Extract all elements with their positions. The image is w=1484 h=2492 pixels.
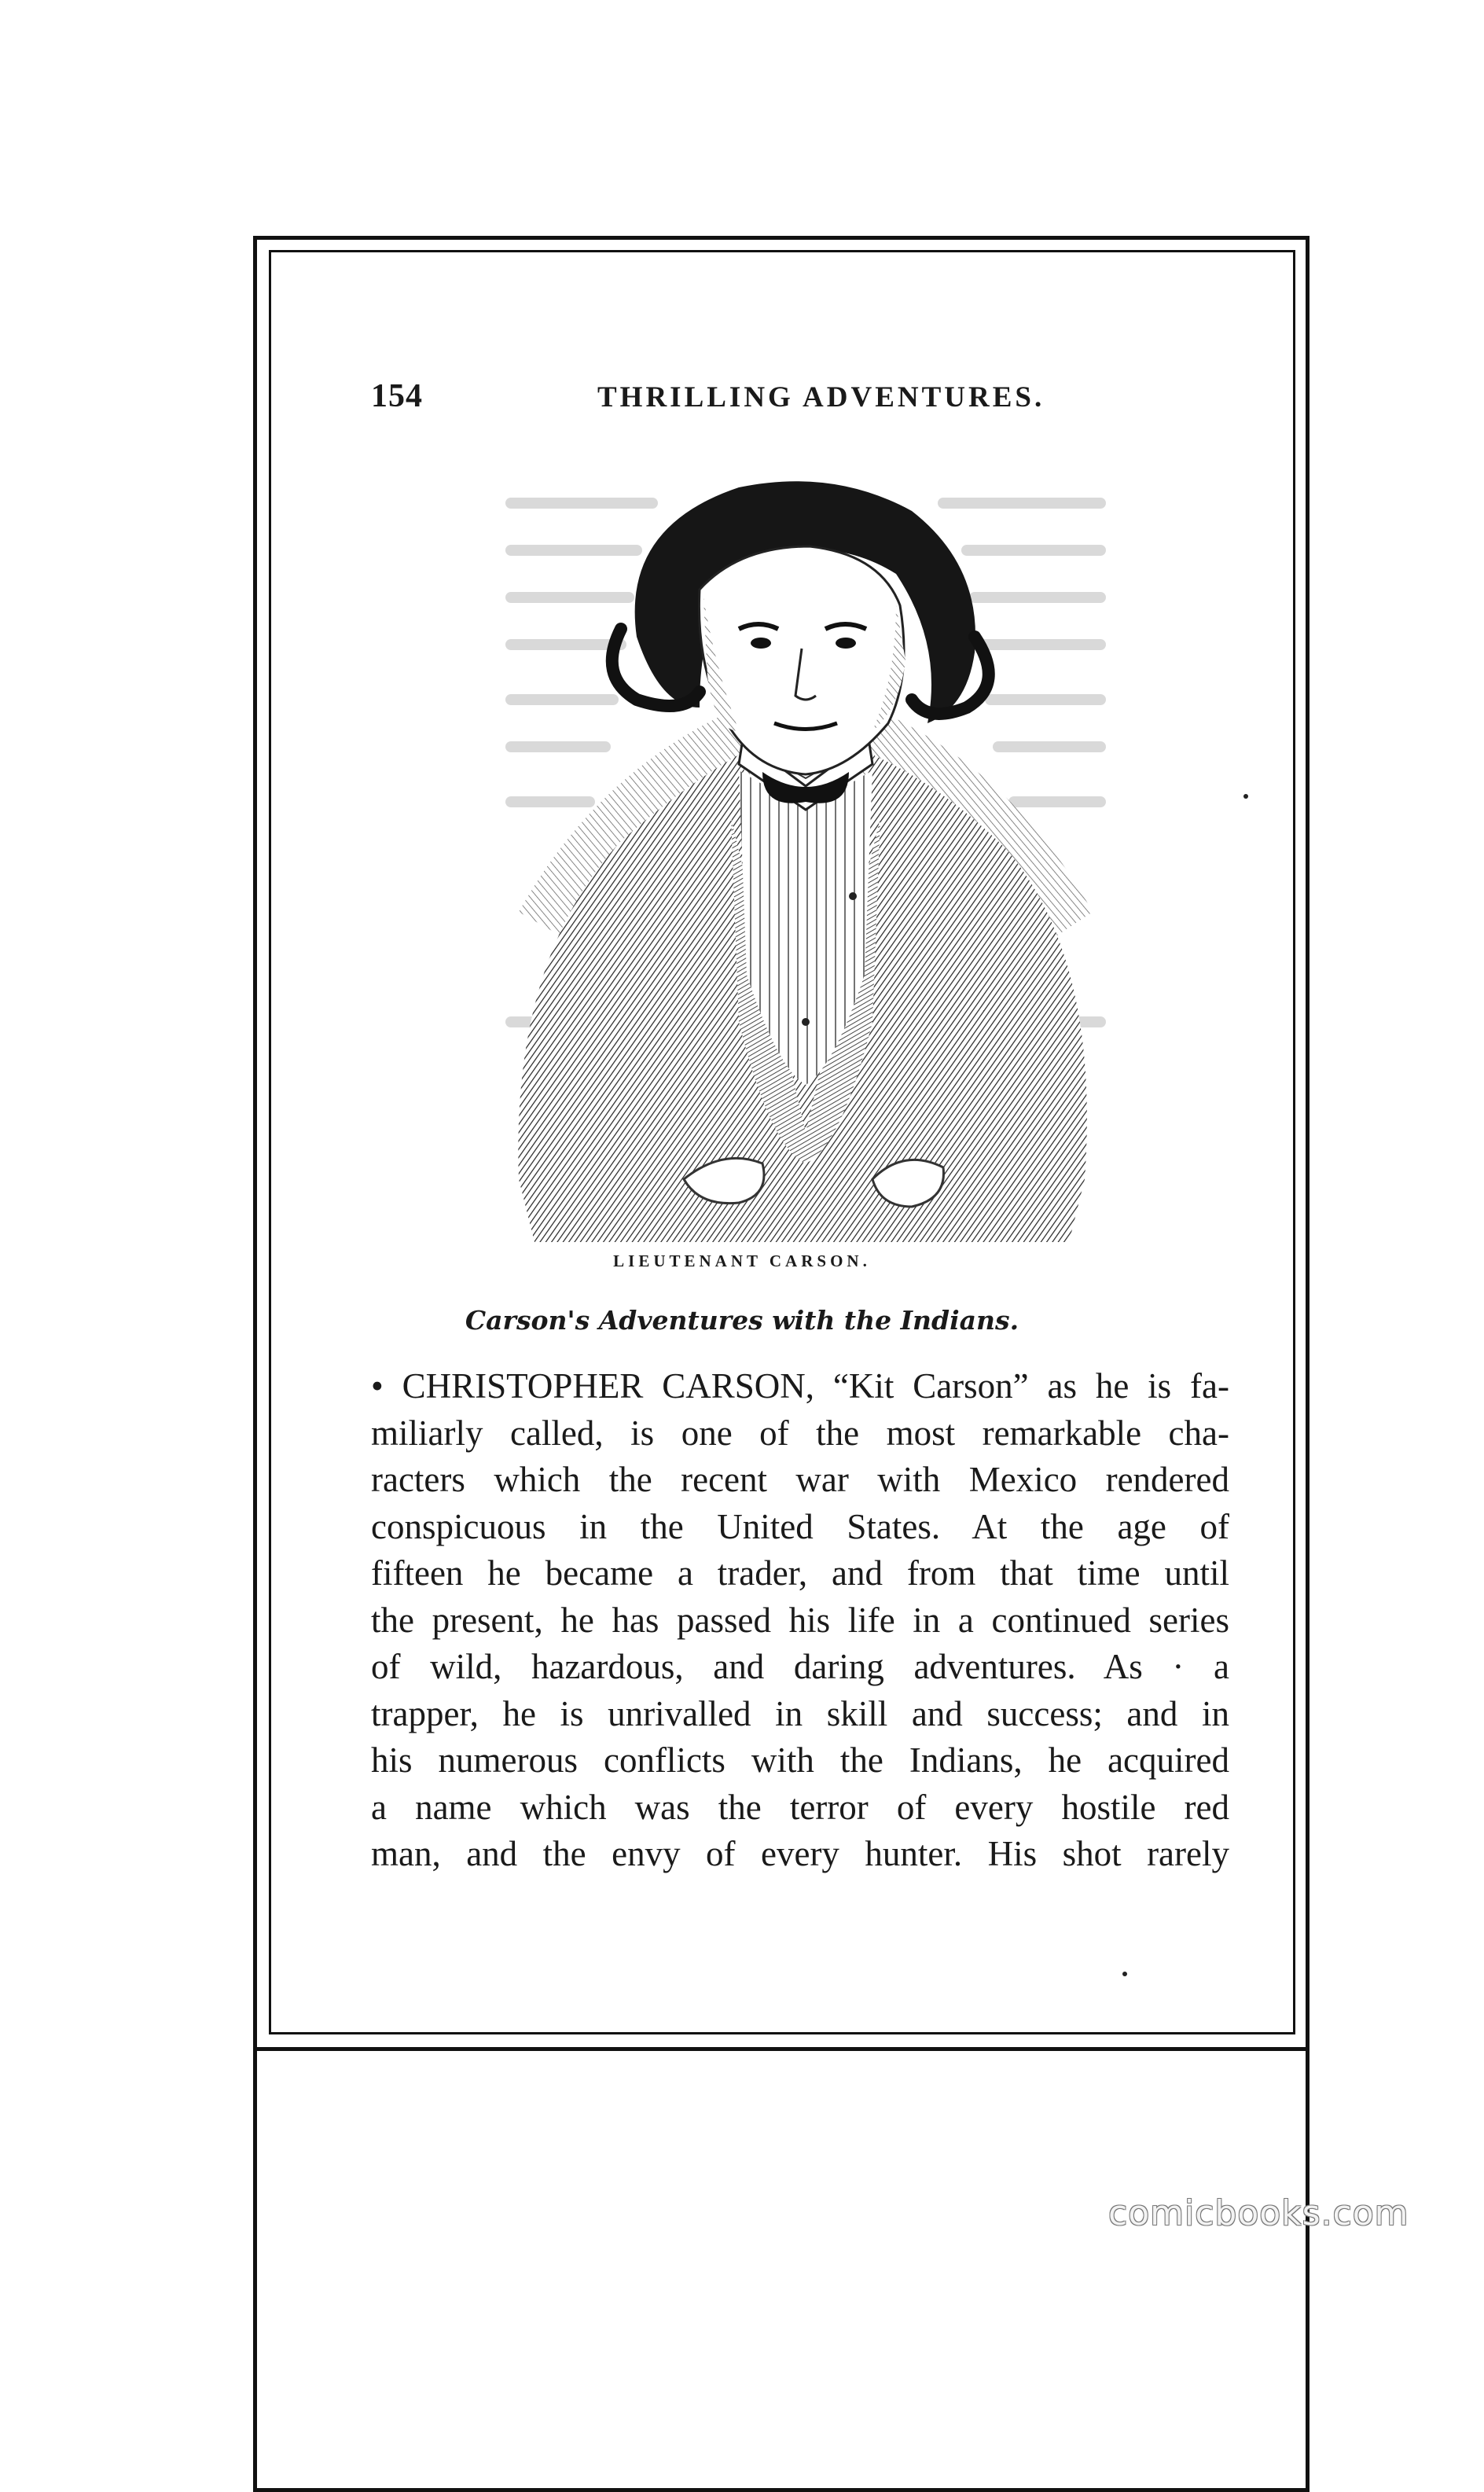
- body-line: fifteen he became a trader, and from that time until: [371, 1553, 1229, 1593]
- body-line: the present, he has passed his life in a continued series: [371, 1600, 1229, 1640]
- stray-ink-dot: [1243, 794, 1248, 799]
- page-number: 154: [371, 378, 423, 414]
- stray-ink-dot: [1122, 1972, 1127, 1976]
- body-line: man, and the envy of every hunter. His shot rarely: [371, 1834, 1229, 1873]
- watermark-text: comicbooks.com: [1108, 2193, 1409, 2233]
- body-line: trapper, he is unrivalled in skill and success; and in: [371, 1693, 1229, 1733]
- body-line: his numerous conflicts with the Indians, he acquired: [371, 1740, 1229, 1780]
- body-paragraph: [371, 1363, 1229, 1878]
- illustration-caption: LIEUTENANT CARSON.: [613, 1252, 871, 1270]
- portrait-engraving: [503, 472, 1108, 1242]
- page-bottom-rule: [253, 2047, 1310, 2051]
- running-head-title: THRILLING ADVENTURES.: [597, 381, 1045, 413]
- body-line: racters which the recent war with Mexico rendered: [371, 1460, 1229, 1499]
- body-line: a name which was the terror of every hostile red: [371, 1787, 1229, 1827]
- body-line: of wild, hazardous, and daring adventures. As · a: [371, 1647, 1229, 1686]
- body-line: • CHRISTOPHER CARSON, “Kit Carson” as he is fa-: [371, 1366, 1229, 1406]
- section-title: Carson's Adventures with the Indians.: [465, 1305, 1019, 1336]
- body-line: conspicuous in the United States. At the age of: [371, 1506, 1229, 1546]
- body-line: miliarly called, is one of the most remarkable cha-: [371, 1413, 1229, 1453]
